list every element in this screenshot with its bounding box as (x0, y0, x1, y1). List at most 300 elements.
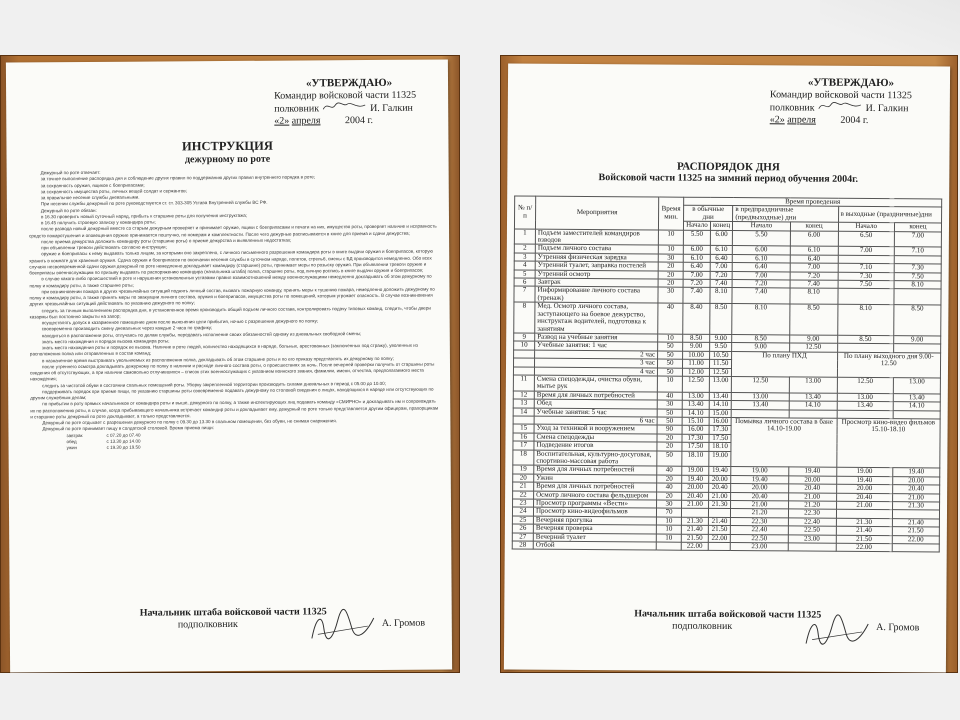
row-number: 27 (512, 533, 533, 542)
row-regular-start: 16.00 (682, 426, 709, 435)
row-number: 11 (513, 375, 534, 391)
row-preholiday-start: 13.40 (732, 401, 789, 410)
row-weekend-end: 13.00 (893, 378, 940, 394)
row-regular-end (708, 542, 730, 551)
row-duration: 70 (656, 508, 681, 517)
row-regular-end: 7.40 (710, 279, 732, 288)
row-weekend-end: 7.10 (894, 247, 941, 256)
row-preholiday-end: 23.00 (788, 535, 836, 544)
row-regular-end: 19.00 (709, 451, 732, 467)
row-weekend-start: 19.00 (836, 468, 892, 477)
approval-heading: «УТВЕРЖДАЮ» (305, 76, 393, 90)
row-number: 16 (513, 433, 534, 442)
row-duration: 30 (658, 287, 683, 303)
row-number: 21 (513, 482, 534, 491)
approval-date (756, 114, 946, 127)
row-weekend-end: 7.00 (894, 231, 941, 247)
row-preholiday-end (788, 543, 836, 552)
row-weekend-end: 19.40 (893, 468, 940, 477)
row-preholiday-end: 22.40 (788, 518, 836, 527)
row-weekend-end: 8.10 (894, 281, 941, 290)
col-duration-header: Время мин. (658, 197, 683, 230)
row-regular-end: 21.00 (708, 492, 730, 501)
approval-rank: полковник (274, 103, 320, 115)
approval-date-month: апреля (787, 113, 816, 126)
row-event: 6 час (534, 416, 657, 425)
row-weekend-end (892, 544, 939, 553)
row-number: 17 (513, 441, 534, 450)
row-preholiday-end: 20.40 (788, 484, 836, 493)
row-regular-start: 8.40 (683, 303, 710, 334)
instruction-subtitle: дежурному по роте (184, 153, 271, 166)
row-weekend-start: 13.00 (837, 393, 893, 402)
row-weekend-end: 14.10 (893, 402, 940, 411)
row-preholiday-start: 8.50 (732, 334, 789, 343)
chief-signature-icon (802, 614, 872, 652)
instruction-paragraph: знать место нахождения и порядок вызова командира роты; (41, 338, 170, 345)
row-weekend-end: 8.50 (894, 305, 941, 336)
approval-date-day: «2» (274, 115, 290, 127)
col-start-header: Начало (683, 221, 710, 230)
row-preholiday-end: 19.40 (788, 467, 836, 476)
row-regular-start: 17.30 (682, 434, 709, 443)
row-regular-end: 18.10 (709, 443, 731, 452)
row-regular-start: 6.00 (683, 246, 710, 255)
row-duration: 10 (658, 334, 683, 343)
approval-heading: «УТВЕРЖДАЮ» (807, 76, 895, 90)
instruction-paragraph: в 16.30 проверить новый суточный наряд, прибыть к старшине роты для получения инструктажа; (40, 212, 248, 220)
instruction-body (29, 168, 441, 452)
row-preholiday-end: 6.40 (790, 255, 838, 264)
row-duration: 40 (658, 303, 683, 334)
row-weekend-end: 21.00 (892, 493, 939, 502)
row-regular-start: 7.00 (683, 271, 710, 280)
row-regular-start: 10.00 (683, 351, 710, 360)
row-preholiday-start: 21.20 (731, 509, 788, 518)
instruction-paragraph: при возникновении пожара в других чрезвычайных ситуаций поднять личный состав, вызвать пожарную команду, принять меры к тушению пожара, немедленно доложить дежурному по полку и командиру роты, а также принять меры по эвакуации личного состава, оружия и боеприпасов, имущества роты по помещений, которым угрожает опасность. В случае возникновения других чрезвычайных ситуаций действовать по указанию дежурного по полку; (29, 286, 435, 307)
row-regular-end: 12.50 (709, 368, 731, 377)
signature-name: А. Громов (876, 622, 920, 634)
row-regular-end: 15.00 (709, 409, 731, 418)
instruction-paragraph: оружие и боеприпасы к нему выдавать только лицам, за которыми оно закреплено, с личного письменного разрешения командира роты в книге выдачи оружия и боеприпасов, которую хранить в комнате для хранения оружия. Сдача оружия и боеприпасов по окончании несения службы в суточном наряде, полетов, стрельб, смены с БД производится немедленно. Обо всех случаях несвоевременной сдачи оружия дежурный по роте немедленно докладывает командиру (старшине) роты, принимает меры по розыску оружия. При объявлении тревоги оружие и боеприпасы военнослужащим по призыву выдавать по распоряжению командира (начальника штаба) полка, старшине роты, под личную роспись в книге выдачи оружия и боеприпасов; (29, 248, 433, 276)
row-weekend-start: 12.50 (837, 377, 894, 393)
row-regular-end: 14.10 (709, 401, 731, 410)
row-event: Подведение итогов (534, 441, 657, 450)
row-regular-start: 20.00 (682, 483, 709, 492)
row-preholiday-end: 14.10 (789, 401, 837, 410)
row-number: 13 (513, 399, 534, 408)
row-preholiday-start: 22.50 (731, 534, 788, 543)
row-regular-end: 20.40 (709, 484, 731, 493)
row-event: 2 час (535, 350, 658, 359)
row-weekend-end: 13.40 (893, 393, 940, 402)
row-number: 5 (514, 270, 535, 279)
row-preholiday-end: 22.30 (788, 509, 836, 518)
row-preholiday-end: 21.00 (788, 493, 836, 502)
instruction-paragraph: следить за точным выполнением распорядка дня, в установленное время производить общий подъем личного состава, контролировать подачу типовых команд, следить, чтобы двери казармы был постоянно закрыты на запор; (29, 305, 431, 320)
row-preholiday-end: 21.20 (788, 501, 836, 510)
schedule-table (512, 196, 942, 553)
approval-date-month: апреля (291, 114, 321, 127)
approval-rank: полковник (769, 102, 815, 114)
meal-name: завтрак (66, 432, 83, 438)
instruction-paragraph: своевременно производить смену дневальных через каждые 2 часа по графику; (41, 325, 213, 332)
row-event: Уход за техникой и вооружением (534, 425, 657, 434)
row-preholiday-end: 20.00 (788, 476, 836, 485)
row-weekend-start: 20.40 (836, 493, 892, 502)
row-regular-end: 8.50 (710, 304, 733, 335)
meal-time: с 07.20 до 07.40 (106, 432, 141, 438)
row-preholiday-end: 8.10 (790, 288, 838, 304)
row-weekend-end: 21.50 (892, 527, 939, 536)
approval-date (254, 114, 444, 127)
row-event: Утренний осмотр (535, 270, 658, 279)
meal-name: обед (66, 438, 77, 444)
row-event: Утренняя физическая зарядка (535, 253, 658, 262)
row-preholiday-end: 7.40 (790, 280, 838, 289)
approval-rank-line (756, 100, 946, 115)
row-number (514, 358, 535, 367)
row-regular-end: 7.20 (710, 271, 732, 280)
instruction-sheet (6, 59, 452, 672)
row-number: 7 (514, 286, 535, 302)
col-start-header: Начало (733, 222, 790, 231)
instruction-paragraph: Дежурный по роте отвечает: (40, 169, 101, 176)
row-duration (656, 542, 681, 551)
instruction-paragraph: после приема дежурства доложить командиру роты (старшине роты) о приеме дежурства и выявленных недостатках; (41, 237, 292, 245)
row-duration: 10 (657, 376, 682, 392)
approval-commander: Командир войсковой части 11325 (274, 89, 417, 102)
row-preholiday-end: 9.00 (789, 335, 837, 344)
row-regular-start: 13.00 (682, 392, 709, 401)
instruction-paragraph: знать место нахождения роты и порядок ее вызова. Наличие в роте людей, количество находящихся в наряде, больных, арестованных (заключенных под стражу), уволенных из расположения полка или отправленных в состав команд; (29, 342, 418, 357)
row-weekend-end: 21.30 (892, 502, 939, 511)
row-weekend-start: 7.30 (838, 272, 894, 281)
row-duration: 30 (657, 500, 682, 509)
instruction-paragraph: за сохранность оружия, ящиков с боеприпасами; (40, 182, 145, 188)
signature-block (140, 606, 327, 631)
row-weekend-start: 7.10 (838, 264, 894, 273)
row-preholiday-end: 8.50 (789, 304, 837, 335)
row-regular-start: 14.10 (682, 409, 709, 418)
row-weekend-end: 22.00 (892, 535, 939, 544)
row-number: 28 (512, 541, 533, 550)
row-weekend-start: 21.40 (836, 527, 892, 536)
row-preholiday-end: 6.10 (790, 246, 838, 255)
col-end-header: конец (790, 222, 838, 231)
row-event: Вечерний туалет (533, 533, 656, 542)
row-regular-start: 12.00 (682, 368, 709, 377)
signature-rank: подполковник (177, 618, 238, 631)
row-regular-start: 18.10 (682, 451, 709, 467)
row-event: Информирование личного состава (тренаж) (535, 287, 658, 304)
row-duration: 50 (657, 417, 682, 426)
row-event: Утренний туалет, заправка постелей (535, 261, 658, 270)
row-regular-end: 8.10 (710, 288, 733, 304)
row-preholiday-start: 12.50 (732, 376, 789, 392)
row-event: Вечерняя проверка (533, 524, 656, 533)
signature-block (634, 608, 821, 633)
slide-corner-decoration (820, 0, 960, 60)
row-duration: 50 (658, 342, 683, 351)
instruction-paragraph: находиться в расположении роты, отлучаясь по делам службы, передавать исполнение своих обязанностей одному из дневальных свободной смены; (41, 330, 362, 338)
row-event: Воспитательная, культурно-досуговая, спортивно-массовая работа (534, 450, 657, 467)
row-event: Учебные занятия: 1 час (535, 341, 658, 350)
row-event: Ужин (534, 474, 657, 483)
row-weekend-start: 22.00 (836, 543, 892, 552)
row-number: 19 (513, 465, 534, 474)
row-event: Смена спецодежды (534, 433, 657, 442)
instruction-paragraph: после развода новый дежурный вместе со старым дежурным проверяет и принимает оружие, ящики с боеприпасами и печати на них, имущество роты, проверяет наличие и исправность средств пожаротушения и оповещения оружие принимается поштучно, по номерам и комплектности. После чего дежурные расписываются в книге для приема и сдачи дежурства; (29, 223, 437, 238)
row-weekend-start: 21.30 (836, 518, 892, 527)
row-regular-end: 21.40 (708, 517, 730, 526)
col-period-header: Время проведения (684, 197, 942, 207)
row-event: Подъем личного состава (535, 245, 658, 254)
row-preholiday-start: 8.10 (732, 304, 790, 335)
row-number: 15 (513, 424, 534, 433)
row-event: Мед. Осмотр личного состава, заступающего на боевое дежурство, инструктаж водителей, подготовка к занятиям (535, 302, 658, 333)
col-end-header: конец (894, 223, 941, 232)
row-preholiday-end: 13.00 (789, 377, 837, 393)
row-regular-end: 9.00 (710, 334, 732, 343)
col-regular-header: в обычные дни (684, 206, 733, 222)
row-preholiday-start: 20.00 (731, 484, 788, 493)
row-duration: 40 (657, 483, 682, 492)
row-event: Отбой (533, 541, 656, 550)
row-duration: 10 (656, 534, 681, 543)
row-weekend-start (837, 289, 894, 305)
row-event: Время для личных потребностей (534, 391, 657, 400)
row-regular-end: 13.40 (709, 392, 731, 401)
row-preholiday-end: 12.50 (789, 343, 837, 352)
instruction-paragraph: при объявлении тревоги действовать согласно инструкции; (41, 244, 167, 251)
schedule-subtitle: Войсковой части 11325 на зимний период обучения 2004г. (598, 172, 859, 185)
row-regular-end: 17.30 (709, 426, 731, 435)
row-preholiday-start: 6.00 (733, 246, 790, 255)
row-number: 9 (514, 333, 535, 342)
row-number: 22 (513, 491, 534, 500)
row-duration: 10 (656, 525, 681, 534)
row-regular-start: 11.00 (683, 359, 710, 368)
row-regular-start: 21.50 (681, 534, 708, 543)
instruction-paragraph: за правильное несение службы дневальными. (40, 194, 140, 201)
row-duration: 20 (657, 442, 682, 451)
bath-note: Помывка личного состава в бане 14.10-19.00 (731, 418, 837, 468)
row-regular-end: 6.10 (710, 246, 732, 255)
row-weekend-start: 19.40 (836, 476, 892, 485)
approval-commander: Командир войсковой части 11325 (769, 88, 912, 101)
row-event: Подъем заместителей командиров взводов (535, 229, 658, 246)
table-row (512, 541, 939, 552)
row-regular-end: 17.50 (709, 434, 731, 443)
row-duration: 50 (658, 359, 683, 368)
schedule-table-body (512, 229, 941, 553)
instruction-paragraph: поддерживать порядок при приеме пищи, по указанию старшины роты своевременно подавать дежурному по столовой сведения о лицах, находящихся в наряде или отсутствующих по другим служебным делам; (30, 386, 434, 401)
row-preholiday-start: 7.00 (732, 271, 789, 280)
row-preholiday-start: 20.40 (731, 492, 788, 501)
row-regular-end: 13.00 (709, 376, 732, 392)
instruction-paragraph: после утреннего осмотра докладывать дежурному по полку о наличии и расходе личного состава роты, о происшествиях за ночь. После вечерней проверки получить от старшины роты сведения об отсутствующих, а при наличии самовольно отлучившихся – список этих военнослужащих с указанием воинского звания, фамилии, имени, отчества, предполагаемого места нахождения; (30, 361, 435, 382)
row-regular-start: 19.40 (682, 475, 709, 484)
row-event: Учебные занятия: 5 час (534, 408, 657, 417)
approval-rank-line (254, 100, 444, 115)
row-duration: 50 (658, 351, 683, 360)
instruction-paragraph: Дежурный по роте принимает пищу в солдатской столовой. Время приема пищи: (42, 425, 214, 432)
col-start-header: Начало (838, 222, 894, 231)
row-regular-end: 20.00 (709, 475, 731, 484)
row-regular-start: 12.50 (682, 376, 709, 392)
approval-block (254, 77, 444, 126)
approval-name: И. Галкин (865, 102, 909, 115)
row-preholiday-start: 23.00 (731, 543, 788, 552)
row-event: Обед (534, 399, 657, 408)
row-duration: 10 (658, 245, 683, 254)
row-weekend-start: 7.50 (838, 280, 894, 289)
row-number: 6 (514, 278, 535, 287)
row-weekend-end: 20.00 (893, 476, 940, 485)
row-event: 4 час (534, 367, 657, 376)
row-duration: 90 (657, 425, 682, 434)
instruction-title: ИНСТРУКЦИЯ (181, 138, 273, 154)
row-duration: 30 (658, 254, 683, 263)
approval-date-day: «2» (769, 113, 785, 125)
row-weekend-start: 8.50 (837, 335, 893, 344)
row-regular-start: 17.50 (682, 442, 709, 451)
row-regular-end: 22.00 (708, 534, 730, 543)
row-preholiday-start: 22.40 (731, 526, 788, 535)
row-preholiday-end: 6.00 (790, 231, 838, 247)
row-weekend-start: 13.40 (837, 401, 893, 410)
row-number: 26 (512, 524, 533, 533)
instruction-paragraph: в назначенное время выстраивать увольняемых из расположения полка, докладывать об этом старшине роты и по его приказу представлять их дежурному по полку; (41, 355, 394, 363)
col-number-header: № п/п (514, 196, 535, 229)
row-preholiday-start: 21.00 (731, 501, 788, 510)
row-duration: 50 (657, 368, 682, 377)
row-number (514, 350, 535, 359)
row-event: Время для личных потребностей (534, 482, 657, 491)
row-regular-start: 6.40 (683, 262, 710, 271)
left-document-photo (0, 55, 460, 673)
row-preholiday-end: 22.50 (788, 526, 836, 535)
col-event-header: Мероприятия (535, 196, 658, 229)
preholiday-class-note: По плану ПХД (732, 351, 837, 377)
row-preholiday-start: 5.50 (733, 230, 790, 246)
row-event: Просмотр программы «Вести» (534, 499, 657, 508)
schedule-sheet (504, 63, 950, 672)
row-weekend-start: 6.50 (838, 231, 895, 247)
instruction-paragraph: в случае какого-либо происшествий в роте и нарушения установленных уставами правил взаимоотношений между военнослужащими немедленно докладывать об этом дежурному по полку и командиру роты, а также старшине роты; (29, 273, 432, 288)
row-event: Вечерняя прогулка (533, 516, 656, 525)
approval-date-year: 2004 г. (840, 114, 869, 126)
row-number: 2 (514, 244, 535, 253)
row-number: 3 (514, 253, 535, 262)
row-regular-end: 19.40 (709, 467, 731, 476)
row-number: 24 (512, 507, 533, 516)
weekend-class-note: По плану выходного дня 9.00-12.50 (837, 352, 941, 378)
row-weekend-end: 21.40 (892, 519, 939, 528)
row-regular-start: 8.50 (683, 334, 710, 343)
row-regular-end: 21.50 (708, 526, 730, 535)
row-preholiday-start: 6.10 (733, 254, 790, 263)
row-preholiday-end: 7.20 (790, 272, 838, 281)
col-weekend-header: в выходные (праздничные)дни (838, 207, 942, 224)
row-preholiday-start: 7.20 (732, 280, 789, 289)
row-regular-start: 6.10 (683, 254, 710, 263)
row-event: Смена спецодежды, очистка обуви, мытье рук (534, 375, 657, 392)
col-preholiday-header: в предпраздничные (предвыходные) дни (733, 206, 838, 223)
row-preholiday-start: 19.00 (731, 467, 788, 476)
meal-time: с 13.30 до 14.00 (106, 438, 141, 444)
row-regular-start: 7.40 (683, 288, 710, 304)
row-weekend-start: 21.50 (836, 535, 892, 544)
row-duration: 20 (657, 475, 682, 484)
signature-title: Начальник штаба войсковой части 11325 (634, 608, 822, 621)
approval-block (756, 77, 946, 126)
row-duration: 50 (657, 409, 682, 418)
instruction-paragraph: При несении службы дежурный по роте руководствуется ст. ст. 303-305 Устава Внутренней службы ВС РФ. (40, 199, 268, 207)
row-number: 10 (514, 341, 535, 350)
row-regular-end: 16.00 (709, 417, 731, 426)
row-duration: 20 (658, 271, 683, 280)
row-event: Осмотр личного состава фельдшером (534, 491, 657, 500)
signature-name: А. Громов (381, 617, 426, 629)
row-regular-start: 7.20 (683, 279, 710, 288)
approval-date-year: 2004 г. (344, 114, 373, 126)
row-weekend-end (894, 289, 941, 305)
row-regular-start: 9.00 (683, 343, 710, 352)
row-regular-end: 6.40 (710, 254, 732, 263)
row-regular-end: 11.50 (709, 360, 731, 369)
instruction-paragraph: следить за чистотой обуви в состоянии спальных помещений роты. Уборку закрепленной территории производить силами дневальных в период с 05.00 до 10.00; (42, 380, 386, 388)
meal-time-row (67, 443, 441, 452)
meal-time: с 19.30 до 19.50 (106, 444, 141, 450)
row-number: 25 (512, 516, 533, 525)
row-duration: 20 (658, 262, 683, 271)
row-duration: 20 (657, 492, 682, 501)
row-duration: 40 (657, 392, 682, 401)
row-weekend-end: 20.40 (893, 485, 940, 494)
row-duration: 10 (658, 230, 683, 246)
row-weekend-start: 21.00 (836, 501, 892, 510)
row-regular-start: 22.00 (681, 542, 708, 551)
approval-name: И. Галкин (370, 102, 413, 115)
row-duration: 20 (658, 279, 683, 288)
row-duration: 40 (657, 466, 682, 475)
row-regular-end: 6.00 (710, 230, 733, 246)
row-weekend-end: 9.00 (894, 336, 941, 345)
row-event: 3 час (535, 358, 658, 367)
col-end-header: конец (710, 222, 732, 231)
row-weekend-start: 8.10 (837, 305, 894, 336)
instruction-paragraph: осуществлять допуск в казарменное помещение днем после выяснения цели прибытия, ночью с разрешения дежурного по полку; (41, 318, 319, 326)
row-regular-start: 19.00 (682, 467, 709, 476)
row-preholiday-start: 13.00 (732, 392, 789, 401)
row-preholiday-start: 9.00 (732, 343, 789, 352)
row-preholiday-start: 6.40 (732, 263, 789, 272)
row-number: 4 (514, 261, 535, 270)
row-preholiday-start: 7.40 (732, 288, 789, 304)
row-weekend-end: 7.50 (894, 272, 941, 281)
row-number: 18 (513, 450, 534, 466)
row-number: 8 (514, 302, 535, 333)
table-row (514, 302, 941, 336)
chief-signature-icon (308, 608, 378, 646)
row-number: 1 (514, 229, 535, 245)
meal-name: ужин (66, 445, 78, 451)
row-regular-end: 21.30 (708, 500, 730, 509)
row-preholiday-end: 7.00 (790, 263, 838, 272)
row-preholiday-end: 13.40 (789, 393, 837, 402)
